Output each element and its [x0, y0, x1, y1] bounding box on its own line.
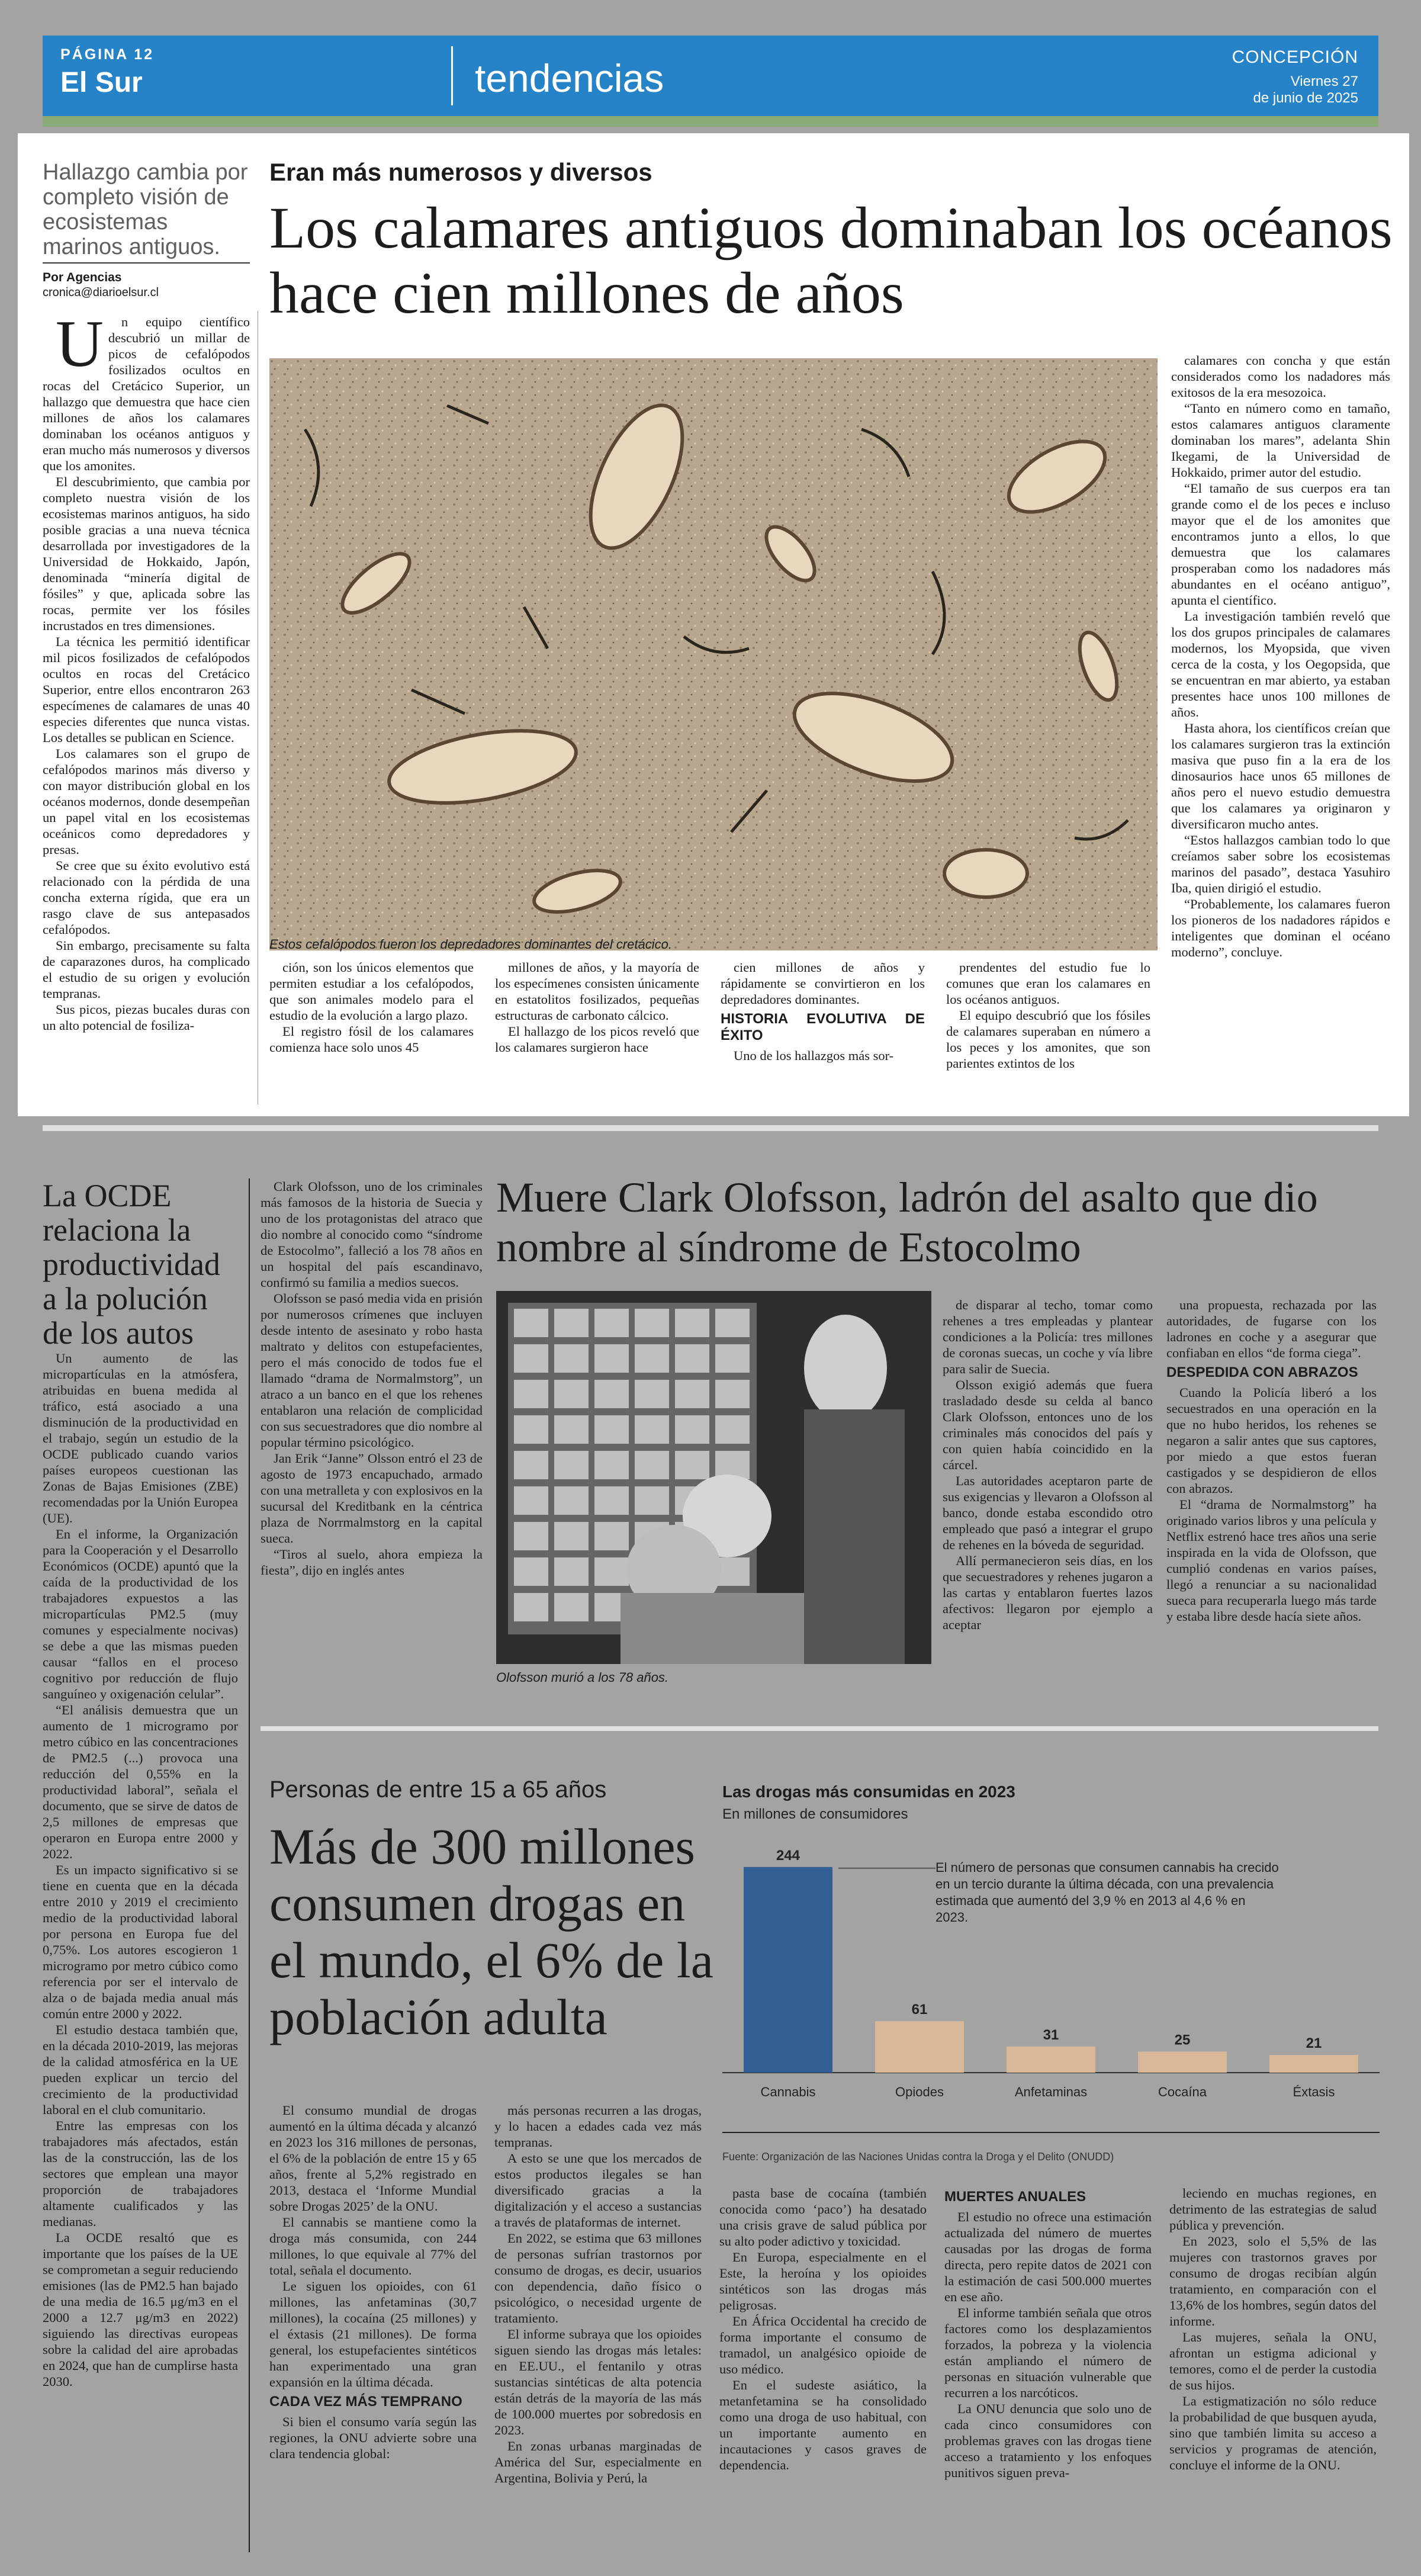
vault-drawer [594, 1309, 629, 1337]
category-label: Cannabis [760, 2084, 816, 2099]
paragraph: Clark Olofsson, uno de los criminales más famosos de la historia de Suecia y uno de los protagonistas del atraco que dio nombre al conocido como “síndrome de Estocolmo”, falleció a los 78 años en un hospital del país escandinavo, confirmó su familia a medios suecos. [261, 1179, 483, 1290]
paragraph: En el informe, la Organización para la Cooperación y el Desarrollo Económicos (OCDE) apuntó que la caída de la productividad de los trabajadores expuestos a las micropartículas PM2.5 (muy comunes y especialmente nocivas) se debe a que las mismas pueden causar “fallos en el proceso cognitivo por reducción de flujo sanguíneo y oxigenación celular”. [43, 1527, 238, 1701]
vault-drawer [675, 1309, 709, 1337]
subheading-earlier: CADA VEZ MÁS TEMPRANO [269, 2394, 462, 2410]
article-col-2 [269, 959, 474, 1107]
vault-drawer [594, 1522, 629, 1550]
olofsson-photo [496, 1291, 931, 1664]
paragraph: leciendo en muchas regiones, en detrimento de las estrategias de salud pública y prevención. [1169, 2186, 1377, 2233]
paragraph: Olsson exigió además que fuera trasladado desde su celda al banco Clark Olofsson, entonces uno de los criminales más conocidos del país y con quien había coincidido en la cárcel. [943, 1377, 1153, 1472]
vault-drawer [715, 1309, 750, 1337]
vault-drawer [635, 1451, 669, 1479]
drugs-col-1 [269, 2102, 477, 2564]
vault-drawer [594, 1344, 629, 1373]
paragraph: pasta base de cocaína (también conocida como ‘paco’) ha desatado una crisis grave de salud pública por su alto poder adictivo y toxicidad. [719, 2186, 927, 2249]
date-full: de junio de 2025 [1253, 90, 1358, 106]
vault-drawer [635, 1344, 669, 1373]
vault-drawer [554, 1557, 589, 1586]
vault-drawer [514, 1593, 548, 1621]
vault-drawer [554, 1486, 589, 1515]
vault-drawer [514, 1486, 548, 1515]
paragraph: La OCDE resaltó que es importante que los países de la UE se comprometan a seguir reduciendo emisiones (las de PM2.5 han bajado de una media de 16.5 μg/m3 en el 2000 a 12.7 μg/m3 en 2022) siguiendo las directivas europeas sobre la calidad del aire aprobadas en 2024, que han de cumplirse hasta 2030. [43, 2230, 238, 2389]
paragraph: En África Occidental ha crecido de forma importante el consumo de tramadol, un analgésico opioide de uso médico. [719, 2314, 927, 2376]
drugs-col1-text-b [269, 2414, 477, 2462]
category-label: Opiodes [895, 2084, 944, 2099]
fossil-photo-illustration [269, 358, 1158, 950]
paragraph: La técnica les permitió identificar mil picos fosilizados de cefalópodos ocultos en rocas del Cretácico Superior, entre ellos encontraron 263 especímenes de calamares de unas 40 especies diferentes que nunca vistas. Los detalles se publican en Science. [43, 634, 250, 745]
chart-annotation: El número de personas que consumen cannabis ha crecido en un tercio durante la última década, con una prevalencia estimada que aumentó del 3,9 % en 2013 al 4,6 % en 2023. [935, 1860, 1279, 1925]
paragraph: El consumo mundial de drogas aumentó en la última década y alcanzó en 2023 los 316 millones de personas, el 6% de la población de entre 15 y 65 años, frente al 5,2% registrado en 2013, destaca el ‘Informe Mundial sobre Drogas 2025’ de la ONU. [269, 2103, 477, 2214]
olofsson-col-3 [1166, 1297, 1377, 1688]
paragraph: Se cree que su éxito evolutivo está relacionado con la pérdida de una concha externa rígida, que era un rasgo clave de sus antepasados cefalópodos. [43, 858, 250, 937]
paragraph: En 2023, solo el 5,5% de las mujeres con trastornos graves por consumo de drogas recibían algún tratamiento, en comparación con el 13,6% de los hombres, según datos del informe. [1169, 2234, 1377, 2328]
category-label: Cocaína [1158, 2084, 1207, 2099]
subheading-deaths: MUERTES ANUALES [944, 2189, 1086, 2205]
article-squids [18, 133, 1409, 1116]
date-day: Viernes 27 [1290, 73, 1358, 89]
vault-drawer [635, 1380, 669, 1408]
chart-bottom-rule [722, 2132, 1380, 2133]
paragraph: Sin embargo, precisamente su falta de caparazones duros, ha complicado el estudio de su origen y evolución tempranas. [43, 938, 250, 1001]
divider-2 [261, 1726, 1378, 1731]
paragraph: Un equipo científico descubrió un millar de picos de cefalópodos fosilizados ocultos en rocas del Cretácico Superior, un hallazgo que demuestra que hace cien millones de años los calamares dominaban los océanos antiguos y eran mucho más numerosos y diversos que los amonites. [43, 314, 250, 473]
bar-value-label: 61 [911, 2002, 928, 2018]
paragraph: El registro fósil de los calamares comienza hace solo unos 45 [269, 1024, 474, 1055]
paragraph: Sus picos, piezas bucales duras con un alto potencial de fosiliza- [43, 1002, 250, 1033]
photo-caption: Estos cefalópodos fueron los depredadores dominantes del cretácico. [269, 937, 672, 952]
kicker: Eran más numerosos y diversos [269, 158, 652, 186]
vault-drawer [715, 1380, 750, 1408]
pull-quote: Hallazgo cambia por completo visión de ecosistemas marinos antiguos. [43, 160, 248, 259]
paragraph: La estigmatización no sólo reduce la probabilidad de que busquen ayuda, sino que también limita su acceso a servicios y programas de atención, concluye el informe de la ONU. [1169, 2394, 1377, 2472]
paragraph: El cannabis se mantiene como la droga más consumida, con 244 millones, lo que equivale al 77% del total, señala el documento. [269, 2215, 477, 2278]
vault-drawer [554, 1593, 589, 1621]
vault-drawer [635, 1486, 669, 1515]
vault-drawer [514, 1451, 548, 1479]
paragraph: Le siguen los opioides, con 61 millones, las anfetaminas (30,7 millones), la cocaína (25 millones) y el éxtasis (21 millones). De forma general, los estupefacientes sintéticos han experimentado una gran expansión en la última década. [269, 2279, 477, 2389]
bar-cannabis [744, 1867, 832, 2073]
bar-value-label: 244 [776, 1847, 800, 1864]
vault-drawer [554, 1522, 589, 1550]
paragraph: Es un impacto significativo si se tiene en cuenta que en la década entre 2010 y 2019 el crecimiento medio de la productividad laboral por persona en Europa fue del 0,75%. Los autores escogieron 1 microgramo por metro cúbico como referencia por ser el intervalo de alza o de bajada media anual más común entre 2000 y 2022. [43, 1862, 238, 2021]
vault-drawer [514, 1522, 548, 1550]
squid-fossil-photo [269, 358, 1158, 950]
col4-text [721, 959, 925, 1007]
vault-drawer [715, 1344, 750, 1373]
column-rule-2 [249, 1178, 250, 2552]
drugs-kicker: Personas de entre 15 a 65 años [269, 1777, 607, 1803]
pull-quote-rule [43, 262, 250, 264]
newspaper-name: El Sur [60, 67, 143, 98]
category-label: Anfetaminas [1014, 2084, 1088, 2099]
paragraph: prendentes del estudio fue lo comunes que eran los calamares en los océanos antiguos. [946, 960, 1150, 1007]
vault-drawer [554, 1344, 589, 1373]
vault-drawer [594, 1451, 629, 1479]
drugs-col-2 [494, 2102, 702, 2564]
paragraph: millones de años, y la mayoría de los especímenes consisten únicamente en estatolitos fosilizados, pequeñas estructuras de carbonato cálcico. [495, 960, 699, 1023]
date-label [1253, 73, 1359, 107]
section-title: tendencias [475, 56, 664, 100]
paragraph: El “drama de Normalmstorg” ha originado varios libros y una película y Netflix estrenó hace tres años una serie inspirada en la vida de Olofsson, que cumplió condenas en varios países, llegó a renunciar a su nacionalidad sueca para recuperarla luego más tarde y estaba libre desde hacía siete años. [1166, 1497, 1377, 1624]
vault-drawer [514, 1344, 548, 1373]
vault-drawer [554, 1380, 589, 1408]
paragraph: más personas recurren a las drogas, y lo hacen a edades cada vez más tempranas. [494, 2103, 702, 2150]
drugs-col-5 [1169, 2185, 1377, 2564]
paragraph: El informe subraya que los opioides siguen siendo las drogas más letales: en EE.UU., el fentanilo y otras sustancias sintéticas de alta potencia están detrás de la mayoría de las más de 100.000 muertes por sobredosis en 2023. [494, 2327, 702, 2437]
chart-subtitle: En millones de consumidores [722, 1806, 908, 1822]
paragraph: En 2022, se estima que 63 millones de personas sufrían trastornos por consumo de drogas, es decir, usuarios con dependencia, daño físico o psicológico, o necesidad urgente de tratamiento. [494, 2231, 702, 2326]
paragraph: Allí permanecieron seis días, en los que secuestradores y rehenes jugaron a las cartas y entablaron fuertes lazos afectivos: llegaron por ejemplo a aceptar [943, 1553, 1153, 1632]
bar-opiodes [875, 2021, 964, 2073]
drugs-col1-text [269, 2102, 477, 2390]
olofsson-headline: Muere Clark Olofsson, ladrón del asalto que dio nombre al síndrome de Estocolmo [496, 1174, 1318, 1271]
paragraph: El equipo descubrió que los fósiles de calamares superaban en número a los peces y los amonites, que son parientes extintos de los [946, 1008, 1150, 1071]
paragraph: “Estos hallazgos cambian todo lo que creíamos saber sobre los ecosistemas marinos del pasado”, destaca Yasuhiro Iba, quien dirigió el estudio. [1171, 833, 1390, 895]
vault-drawer [514, 1380, 548, 1408]
paragraph: Las mujeres, señala la ONU, afrontan un estigma adicional y temores, como el de perder la custodia de sus hijos. [1169, 2330, 1377, 2392]
paragraph: El descubrimiento, que cambia por completo nuestra visión de los ecosistemas marinos antiguos, ha sido posible gracias a una nueva técnica desarrollada por investigadores de la Universidad de Hokkaido, Japón, denominada “minería digital de fósiles” y que, aplicada sobre las rocas, permite ver los fósiles incrustados en tres dimensiones. [43, 474, 250, 633]
byline: Por Agencias [43, 271, 122, 284]
vault-drawer [554, 1451, 589, 1479]
paragraph: El hallazgo de los picos reveló que los calamares surgieron hace [495, 1024, 699, 1055]
paragraph: Hasta ahora, los científicos creían que los calamares surgieron tras la extinción masiva que puso fin a la era de los dinosaurios hace unos 65 millones de años pero el nuevo estudio demuestra que los calamares ya originaron y diversificaron mucho antes. [1171, 721, 1390, 831]
olofsson-col-1 [261, 1178, 483, 1652]
paragraph: Si bien el consumo varía según las regiones, la ONU advierte sobre una clara tendencia global: [269, 2414, 477, 2461]
vault-drawer [675, 1415, 709, 1444]
drugs-col4-text [944, 2209, 1152, 2481]
olofsson-col3-text [1166, 1297, 1377, 1361]
category-label: Éxtasis [1293, 2084, 1335, 2099]
drugs-col-3 [719, 2185, 927, 2564]
vault-drawer [635, 1415, 669, 1444]
city-label: CONCEPCIÓN [1232, 47, 1358, 67]
paragraph: Cuando la Policía liberó a los secuestrados en una operación en la que no hubo heridos, los rehenes se negaron a salir antes que sus captores, por miedo a que estos fueran castigados y se despidieron de ellos con abrazos. [1166, 1385, 1377, 1496]
bar-anfetaminas [1007, 2047, 1095, 2073]
paragraph: El estudio no ofrece una estimación actualizada del número de muertes causadas por las drogas de forma directa, pero repite datos de 2021 con la estimación de casi 500.000 muertes en ese año. [944, 2209, 1152, 2304]
vault-drawer [675, 1380, 709, 1408]
paragraph: “Probablemente, los calamares fueron los pioneros de los nadadores rápidos e inteligentes que dominan el océano moderno”, concluye. [1171, 897, 1390, 959]
subheading-farewell: DESPEDIDA CON ABRAZOS [1166, 1364, 1358, 1380]
paragraph: Jan Erik “Janne” Olsson entró el 23 de agosto de 1973 encapuchado, armado con una metralleta y con explosivos en la sucursal del Kreditbank en la céntrica plaza de Norrmalmstorg en la capital sueca. [261, 1451, 483, 1546]
bar-value-label: 31 [1043, 2026, 1059, 2043]
ocde-body [43, 1350, 238, 2564]
article-col-3 [495, 959, 699, 1107]
ocde-headline: La OCDE relaciona la productividad a la polución de los autos [43, 1178, 220, 1351]
paragraph: de disparar al techo, tomar como rehenes a tres empleadas y plantear condiciones a la Policía: tres millones de coronas suecas, un coche y vía libre para salir de Suecia. [943, 1297, 1153, 1376]
bar-value-label: 25 [1174, 2032, 1191, 2048]
paragraph: “El tamaño de sus cuerpos era tan grande como el de los peces e incluso mayor que el de los amonites que encontramos junto a ellos, lo que demuestra que los calamares prosperaban como los nadadores más abundantes en el océano antiguo”, apunta el científico. [1171, 481, 1390, 608]
chart-title: Las drogas más consumidas en 2023 [722, 1782, 1015, 1801]
chart-source: Fuente: Organización de las Naciones Unidas contra la Droga y el Delito (ONUDD) [722, 2151, 1114, 2163]
paragraph: La investigación también reveló que los dos grupos principales de calamares modernos, los Myopsida, que viven cerca de la costa, y los Oegopsida, que se encuentran en mar abierto, ya estaban presentes hace unos 100 millones de años. [1171, 609, 1390, 720]
olofsson-caption: Olofsson murió a los 78 años. [496, 1670, 669, 1685]
paragraph: Los calamares son el grupo de cefalópodos marinos más diverso y con mayor distribución global en los océanos modernos, donde desempeñan un papel vital en los ecosistemas oceánicos como depredadores y presas. [43, 746, 250, 857]
article-col-1 [43, 314, 250, 1113]
bank-vault-illustration [496, 1291, 931, 1664]
headline: Los calamares antiguos dominaban los océanos hace cien millones de años [269, 195, 1393, 326]
vault-drawer [594, 1486, 629, 1515]
paragraph: Olofsson se pasó media vida en prisión por numerosos crímenes que incluyen desde intento de asesinato y robo hasta maltrato y delitos con estupefacientes, pero el más conocido de todos fue el llamado “drama de Normalmstorg”, un atraco a un banco en el que los rehenes entablaron una relación de complicidad con sus secuestradores que dio nombre al popular término psicológico. [261, 1291, 483, 1450]
paragraph: La ONU denuncia que solo uno de cada cinco consumidores con problemas graves con las drogas tiene acceso a tratamiento y los enfoques punitivos siguen preva- [944, 2401, 1152, 2480]
paragraph: Entre las empresas con los trabajadores más afectados, están las de la construcción, las de los sectores que emplean una mayor proporción de trabajadores altamente cualificados y las medianas. [43, 2118, 238, 2229]
paragraph: En Europa, especialmente en el Este, la heroína y los opioides sintéticos son las drogas más peligrosas. [719, 2250, 927, 2312]
vault-drawer [594, 1557, 629, 1586]
article-col-5 [946, 959, 1150, 1107]
paragraph: El estudio destaca también que, en la década 2010-2019, las mejoras de la calidad atmosférica en la UE pueden explicar un tercio del crecimiento de la productividad laboral en el club comunitario. [43, 2022, 238, 2117]
vault-drawer [554, 1415, 589, 1444]
masthead [43, 36, 1378, 116]
article-col-6 [1171, 352, 1390, 1110]
masthead-divider [451, 46, 453, 105]
page-divider [43, 1125, 1378, 1131]
paragraph: calamares con concha y que están considerados como los nadadores más exitosos de la era mesozoica. [1171, 353, 1390, 400]
paragraph: “El análisis demuestra que un aumento de 1 microgramo por metro cúbico en las concentraciones de PM2.5 (...) provoca una reducción del 0,55% en la productividad laboral”, señala el documento, que se sirve de datos de 2,5 millones de empresas que operaron en Europa entre 2000 y 2022. [43, 1703, 238, 1861]
paragraph: ción, son los únicos elementos que permiten estudiar a los cefalópodos, que son animales modelo para el estudio de la evolución a largo plazo. [269, 960, 474, 1023]
vault-drawer [675, 1451, 709, 1479]
bar-value-label: 21 [1306, 2035, 1322, 2052]
paragraph: cien millones de años y rápidamente se convirtieron en los depredadores dominantes. [721, 960, 925, 1007]
paragraph: Las autoridades aceptaron parte de sus exigencias y llevaron a Olofsson al banco, donde estaba escondido otro empleado que pasó a integrar el grupo de rehenes en la bóveda de seguridad. [943, 1473, 1153, 1552]
paragraph: A esto se une que los mercados de estos productos ilegales se han diversificado gracias a la digitalización y el acceso a sustancias a través de plataformas de internet. [494, 2151, 702, 2230]
bar-cocaína [1138, 2051, 1227, 2073]
vault-drawer [514, 1557, 548, 1586]
vault-drawer [554, 1309, 589, 1337]
col4-text-b [721, 1048, 925, 1064]
vault-drawer [594, 1415, 629, 1444]
byline-email: cronica@diarioelsur.cl [43, 286, 159, 299]
vault-drawer [675, 1344, 709, 1373]
vault-drawer [514, 1309, 548, 1337]
vault-drawer [594, 1380, 629, 1408]
paragraph: “Tiros al suelo, ahora empieza la fiesta”, dijo en inglés antes [261, 1547, 483, 1578]
vault-drawer [715, 1415, 750, 1444]
vault-drawer [514, 1415, 548, 1444]
paragraph: Un aumento de las micropartículas en la atmósfera, atribuidas en buena medida al tráfico, está asociado a una disminución de la productividad en el trabajo, según un estudio de la OCDE publicado cuando varios países europeos cuestionan las Zonas de Bajas Emisiones (ZBE) recomendadas por la Unión Europea (UE). [43, 1351, 238, 1525]
subheading-history: HISTORIA EVOLUTIVA DE ÉXITO [721, 1011, 925, 1043]
paragraph: Uno de los hallazgos más sor- [734, 1048, 894, 1063]
paragraph: En el sudeste asiático, la metanfetamina se ha consolidado como una droga de uso habitual, con un importante aumento en incautaciones y casos graves de dependencia. [719, 2378, 927, 2472]
olofsson-col-2 [943, 1297, 1153, 1688]
paragraph: El informe también señala que otros factores como los desplazamientos forzados, la pobreza y la violencia están ampliando el número de personas en situación vulnerable que recurren a los narcóticos. [944, 2305, 1152, 2400]
paragraph: una propuesta, rechazada por las autoridades, de fugarse con los ladrones en coche y a asegurar que confiaban en ellos “de forma ciega”. [1166, 1297, 1377, 1360]
page-number: PÁGINA 12 [60, 46, 155, 63]
drugs-col-4 [944, 2185, 1152, 2564]
paragraph: “Tanto en número como en tamaño, estos calamares antiguos claramente dominaban los mares”, adelanta Shin Ikegami, de la Universidad de Hokkaido, primer autor del estudio. [1171, 401, 1390, 480]
olofsson-col3-text-b [1166, 1385, 1377, 1624]
bar-éxtasis [1269, 2055, 1358, 2073]
masthead-stripe [43, 116, 1378, 127]
paragraph: En zonas urbanas marginadas de América del Sur, especialmente en Argentina, Bolivia y Perú, la [494, 2439, 702, 2485]
vault-drawer [635, 1309, 669, 1337]
article-col-4 [721, 959, 925, 1107]
drugs-headline: Más de 300 millones consumen drogas en el mundo, el 6% de la población adulta [269, 1818, 713, 2045]
